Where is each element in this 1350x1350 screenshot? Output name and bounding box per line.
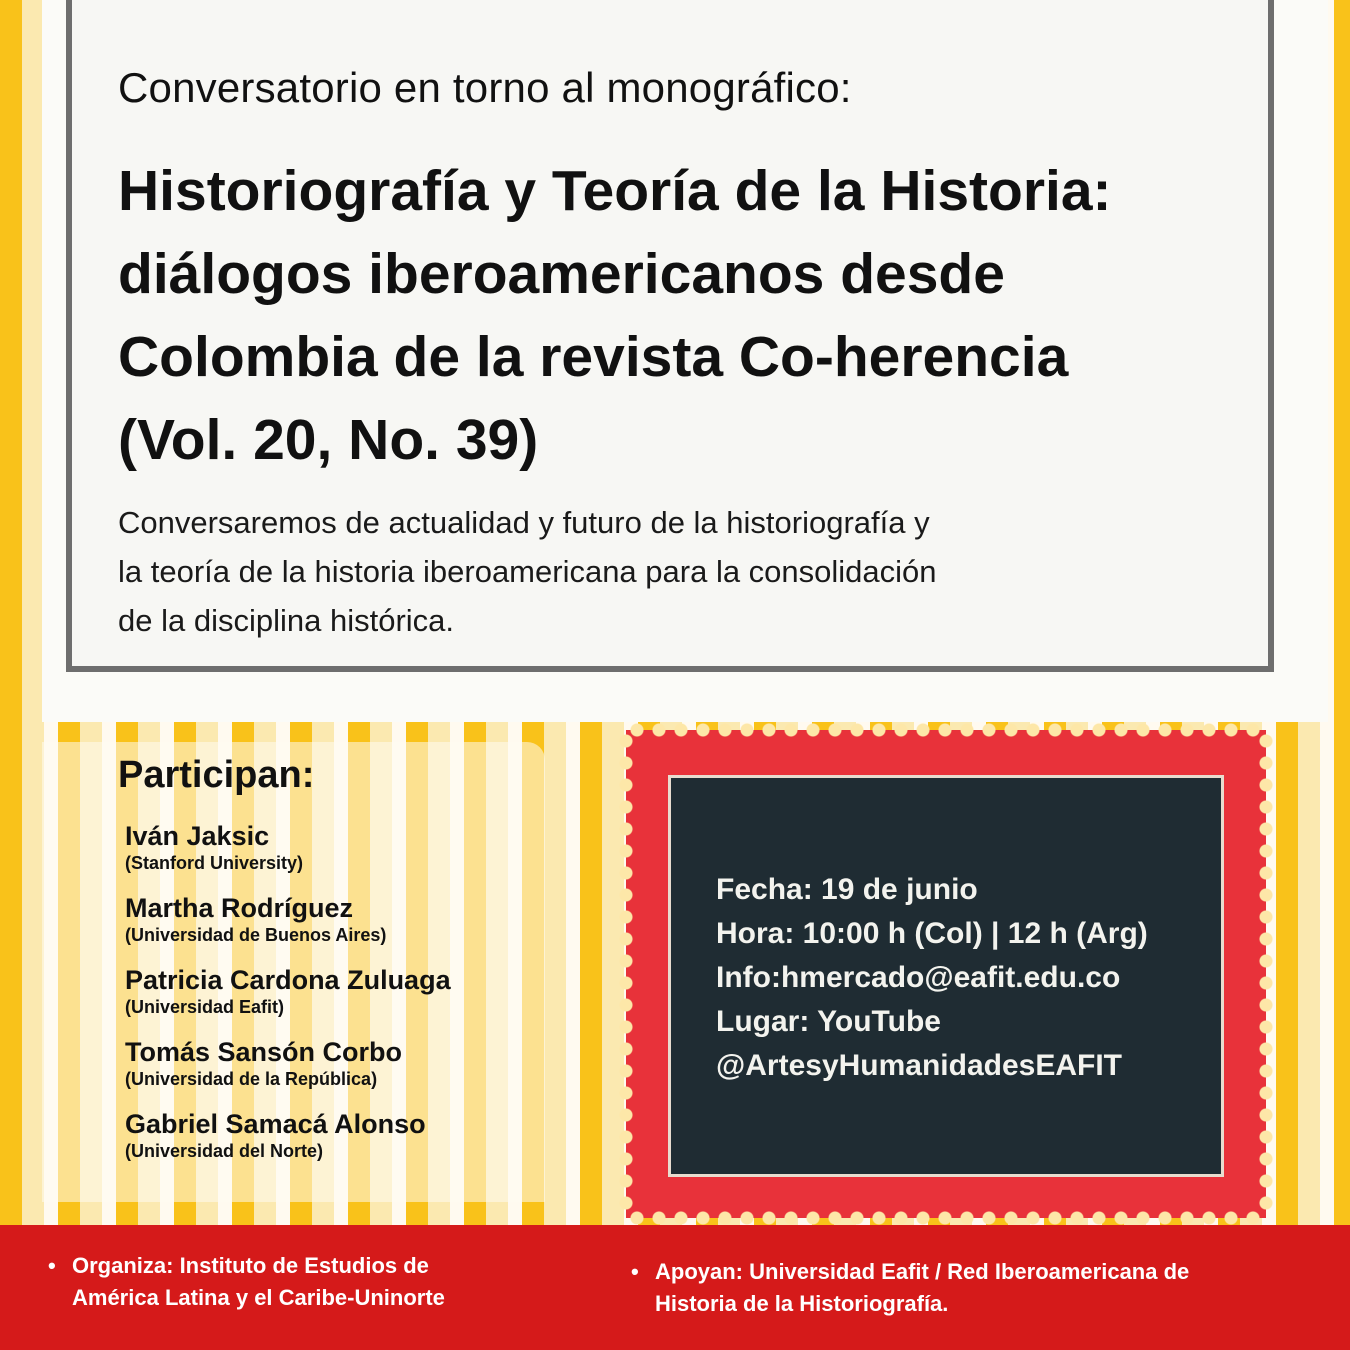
supporters-credit <box>631 1256 1295 1320</box>
participant-affiliation: (Universidad de la República) <box>125 1069 378 1089</box>
participant-item <box>125 892 545 946</box>
stamp-perforation-top <box>626 722 1266 738</box>
organizer-line: América Latina y el Caribe-Uninorte <box>72 1285 445 1310</box>
participant-name: Iván Jaksic <box>125 821 270 851</box>
participant-name: Patricia Cardona Zuluaga <box>125 965 451 995</box>
participant-affiliation: (Stanford University) <box>125 853 304 873</box>
title-line: (Vol. 20, No. 39) <box>118 408 539 472</box>
bullet-icon: • <box>631 1259 639 1284</box>
description-line: Conversaremos de actualidad y futuro de la historiografía y <box>118 505 930 540</box>
event-title <box>118 150 1228 482</box>
event-contact: Info:hmercado@eafit.edu.co <box>716 961 1121 994</box>
organizer-line: Organiza: Instituto de Estudios de <box>72 1253 429 1278</box>
participants-heading: Participan: <box>118 754 315 796</box>
stamp-perforation-bottom <box>626 1210 1266 1226</box>
participant-item <box>125 820 545 874</box>
title-line: Colombia de la revista Co-herencia <box>118 325 1069 389</box>
event-info <box>716 868 1216 1088</box>
participants-list <box>125 820 545 1180</box>
event-date: Fecha: 19 de junio <box>716 873 978 906</box>
stamp-perforation-right <box>1258 730 1274 1218</box>
description-line: de la disciplina histórica. <box>118 603 455 638</box>
stamp-perforation-left <box>618 730 634 1218</box>
participant-name: Tomás Sansón Corbo <box>125 1037 403 1067</box>
kicker-text: Conversatorio en torno al monográfico: <box>118 64 852 111</box>
participant-affiliation: (Universidad Eafit) <box>125 997 285 1017</box>
event-description <box>118 498 1148 645</box>
participant-item <box>125 964 545 1018</box>
participant-item <box>125 1108 545 1162</box>
participant-name: Gabriel Samacá Alonso <box>125 1109 426 1139</box>
participant-affiliation: (Universidad de Buenos Aires) <box>125 925 387 945</box>
event-channel: @ArtesyHumanidadesEAFIT <box>716 1049 1123 1082</box>
supporters-line: Historia de la Historiografía. <box>655 1291 949 1316</box>
participant-item <box>125 1036 545 1090</box>
event-place: Lugar: YouTube <box>716 1005 941 1038</box>
event-time: Hora: 10:00 h (Col) | 12 h (Arg) <box>716 917 1148 950</box>
bullet-icon: • <box>48 1253 56 1278</box>
supporters-line: Apoyan: Universidad Eafit / Red Iberoamericana de <box>655 1259 1190 1284</box>
title-line: Historiografía y Teoría de la Historia: <box>118 159 1112 223</box>
description-line: la teoría de la historia iberoamericana para la consolidación <box>118 554 937 589</box>
participant-name: Martha Rodríguez <box>125 893 354 923</box>
participant-affiliation: (Universidad del Norte) <box>125 1141 324 1161</box>
title-line: diálogos iberoamericanos desde <box>118 242 1005 306</box>
organizer-credit <box>48 1250 542 1314</box>
